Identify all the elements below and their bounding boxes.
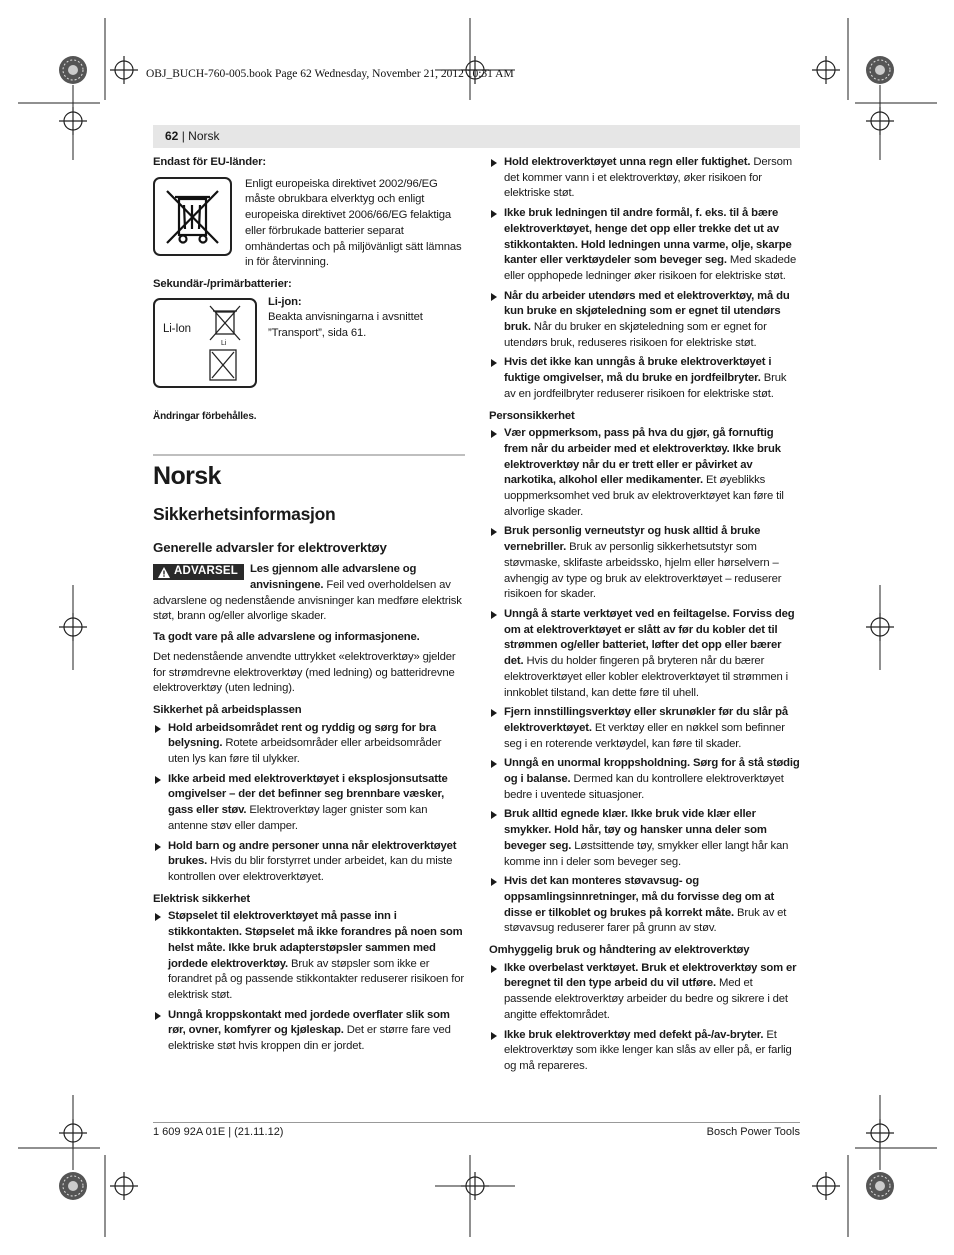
warning-triangle-icon: [158, 567, 170, 578]
list-item: Støpselet til elektroverktøyet må passe inn i stikkontakten. Støpselet må ikke forandres på noen som helst måte. Ikke bruk adapterstøpsler sammen med jordede elektroverktøy. Bruk av støpsler som ikke er forandret på og passende stikkontakter reduserer risikoen for elektrisk støt.: [153, 909, 465, 1003]
list-item: Hvis det kan monteres støvavsug- og oppsamlingsinnretninger, må du forvisse deg om at disse er tilkoblet og brukes på korrekt måte. Bruk av et støvavsug reduserer farer på grunn av støv.: [489, 874, 800, 937]
list-item: Bruk alltid egnede klær. Ikke bruk vide klær eller smykker. Hold hår, tøy og hansker unna deler som beveger seg. Løstsittende tøy, smykker eller langt hår kan komme inn i deler som beveger seg.: [489, 807, 800, 870]
list-item: Unngå en unormal kroppsholdning. Sørg for å stå stødig og i balanse. Dermed kan du kontrollere elektroverktøyet bedre i uventede situasjoner.: [489, 756, 800, 803]
list-item: Bruk personlig verneutstyr og husk alltid å bruke vernebriller. Bruk av personlig sikkerhetsutstyr som støvmaske, sklifaste arbeidssko, hjelm eller hørselvern – avhengig av type og bruk av elektroverktøyet – reduserer risikoen for skader.: [489, 524, 800, 603]
list-item: Hvis det ikke kan unngås å bruke elektroverktøyet i fuktige omgivelser, må du bruke en jordfeilbryter. Bruk av en jordfeilbryter reduserer risikoen for elektriske støt.: [489, 355, 800, 402]
footer-doc-number: 1 609 92A 01E | (21.11.12): [153, 1126, 284, 1138]
liion-heading: Li-jon:: [268, 295, 302, 308]
personal-safety-heading: Personsikkerhet: [489, 409, 575, 422]
careful-use-list: [489, 961, 800, 1075]
section-divider: [153, 454, 465, 456]
keep-all-note: Ta godt vare på alle advarslene og informasjonene.: [153, 631, 420, 644]
section-name: Norsk: [188, 129, 220, 143]
warning-badge-label: ADVARSEL: [174, 565, 239, 578]
liion-label: Li-Ion: [163, 322, 191, 335]
list-item: Ikke bruk elektroverktøy med defekt på-/av-bryter. Et elektroverktøy som ikke lenger kan slås av eller på, er farlig og må repareres.: [489, 1028, 800, 1075]
warning-bold: Les gjennom alle advarslene og anvisningene.: [250, 563, 417, 592]
warning-text: Feil ved overholdelsen av advarslene og nedenstående anvisninger kan medføre elektrisk støt, brann og/eller alvorlige skader.: [153, 579, 462, 623]
list-item: Ikke arbeid med elektroverktøyet i eksplosjonsutsatte omgivelser – der det befinner seg brennbare væsker, gass eller støv. Elektroverktøy lager gnister som kan antenne støv eller damper.: [153, 772, 465, 835]
list-item: Fjern innstillingsverktøy eller skrunøkler før du slår på elektroverktøyet. Et verktøy eller en nøkkel som befinner seg i en roterende verktøydel, kan føre til skader.: [489, 705, 800, 752]
list-item: Unngå å starte verktøyet ved en feiltagelse. Forviss deg om at elektroverktøyet er slått av før du kobler det til strømmen og/eller batteriet, løfter det opp eller bærer det. Hvis du holder fingeren på bryteren når du bærer elektroverktøyet eller kobler elektroverktøyet til strømmen i innkoblet tilstand, kan dette føre til uhell.: [489, 607, 800, 701]
left-column: [153, 155, 465, 1059]
liion-info: [268, 295, 465, 342]
footer-brand: Bosch Power Tools: [706, 1126, 800, 1138]
eu-heading: Endast för EU-länder:: [153, 156, 266, 168]
list-item: Når du arbeider utendørs med et elektroverktøy, må du kun bruke en skjøteledning som er egnet til utendørs bruk. Når du bruker en skjøteledning som er egnet for utendørs bruk, reduseres risikoen for elektriske støt.: [489, 289, 800, 352]
liion-text: Beakta anvisningarna i avsnittet ”Transport”, sida 61.: [268, 311, 423, 340]
list-item: Hold elektroverktøyet unna regn eller fuktighet. Dersom det kommer vann i et elektroverktøy, øker risikoen for elektriske støt.: [489, 155, 800, 202]
safety-title: Sikkerhetsinformasjon: [153, 504, 336, 525]
electrical-list-left: [153, 909, 465, 1054]
page-header: 62 | Norsk: [153, 125, 800, 148]
list-item: Hold arbeidsområdet rent og ryddig og sørg for bra belysning. Rotete arbeidsområder eller arbeidsområder uten lys kan føre til ulykker.: [153, 721, 465, 768]
eu-text: Enligt europeiska direktivet 2002/96/EG måste obrukbara elverktyg och enligt europeiska direktivet 2006/66/EG felaktiga eller förbrukade batterier separat omhändertas och på miljövänligt sätt lämnas in för återvinning.: [245, 177, 462, 269]
workplace-list: [153, 721, 465, 886]
changes-note: Ändringar förbehålles.: [153, 410, 257, 422]
list-item: Ikke overbelast verktøyet. Bruk et elektroverktøy som er beregnet til den type arbeid du vil utføre. Med et passende elektroverktøy arbeider du bedre og sikrere i det angitte effektområdet.: [489, 961, 800, 1024]
print-info-line: OBJ_BUCH-760-005.book Page 62 Wednesday, November 21, 2012 10:31 AM: [146, 68, 514, 80]
crossed-bin-icon: [153, 177, 232, 256]
battery-heading: Sekundär-/primärbatterier:: [153, 277, 292, 290]
list-item: Vær oppmerksom, pass på hva du gjør, gå fornuftig frem når du arbeider med et elektroverktøy. Ikke bruk elektroverktøy når du er trett eller er påvirket av narkotika, alkohol eller medikamenter. Et øyeblikks uoppmerksomhet ved bruk av elektroverktøyet kan føre til alvorlige skader.: [489, 426, 800, 520]
footer-divider: [153, 1122, 800, 1123]
list-item: Unngå kroppskontakt med jordede overflater slik som rør, ovner, komfyrer og kjøleskap. Det er større fare ved elektriske støt hvis kroppen din er jordet.: [153, 1008, 465, 1055]
right-column: [489, 155, 800, 1079]
warning-badge: [153, 564, 244, 580]
electrical-list-right: [489, 155, 800, 403]
workplace-heading: Sikkerhet på arbeidsplassen: [153, 703, 302, 716]
personal-safety-list: [489, 426, 800, 937]
careful-use-heading: Omhyggelig bruk og håndtering av elektroverktøy: [489, 944, 750, 957]
list-item: Hold barn og andre personer unna når elektroverktøyet brukes. Hvis du blir forstyrret under arbeidet, kan du miste kontrollen over elektroverktøyet.: [153, 839, 465, 886]
language-title: Norsk: [153, 462, 221, 491]
general-warnings-title: Generelle advarsler for elektroverktøy: [153, 540, 387, 556]
electrical-heading: Elektrisk sikkerhet: [153, 892, 251, 905]
liion-battery-icon: [153, 298, 257, 388]
page-number: 62: [165, 129, 179, 143]
warning-paragraph: [153, 562, 465, 625]
battery-block: [153, 295, 465, 388]
eu-disposal-block: [153, 177, 465, 271]
term-definition: Det nedenstående anvendte uttrykket «elektroverktøy» gjelder for strømdrevne elektroverktøy (med ledning) og batteridrevne elektroverktøy (uten ledning).: [153, 650, 456, 695]
list-item: Ikke bruk ledningen til andre formål, f. eks. til å bære elektroverktøyet, henge det opp eller trekke det ut av stikkontakten. Hold ledningen unna varme, olje, skarpe kanter eller verktøydeler som beveger seg. Med skadede eller opphopede ledninger øker risikoen for elektriske støt.: [489, 206, 800, 285]
liion-label-small: Li: [221, 339, 227, 347]
